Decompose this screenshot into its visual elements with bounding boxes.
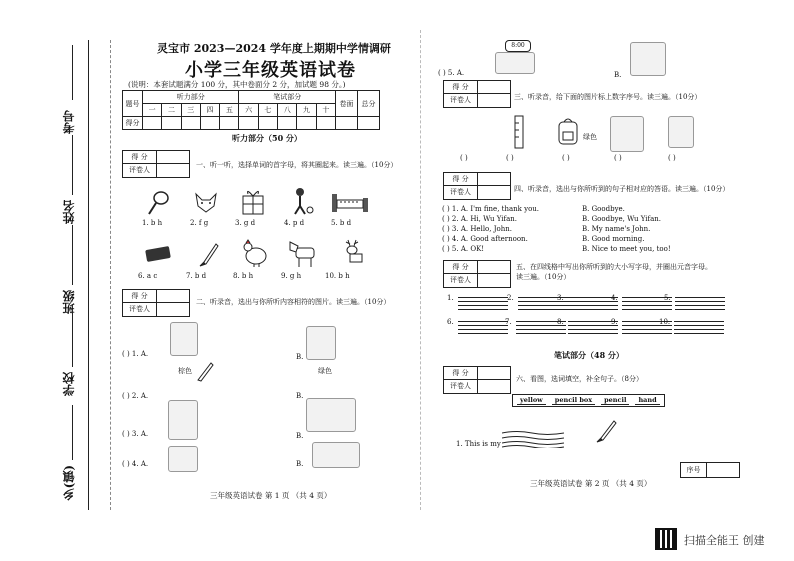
option-b: B. Good morning. [582, 235, 645, 243]
man-picture [668, 116, 694, 148]
option-b: B. Nice to meet you, too! [582, 245, 671, 253]
s1-opt-1[interactable] [142, 219, 162, 227]
option-a-label: 4. A. [131, 460, 149, 468]
seat-label: 序号 [681, 463, 707, 477]
grade-box-2 [122, 289, 190, 317]
s1-num: 4. [284, 219, 291, 227]
option-a-label: 1. A. [131, 350, 149, 358]
s4-row-4[interactable] [442, 235, 722, 243]
score-cell[interactable] [297, 117, 316, 130]
word-bank [512, 394, 665, 407]
s1-opt-2[interactable] [190, 219, 208, 227]
s1-opt-9[interactable] [281, 272, 301, 280]
class-label: 班级 [62, 290, 76, 314]
exam-title: 灵宝市 2023—2024 学年度上期期中学情调研 [157, 42, 391, 55]
four-line-3[interactable] [557, 294, 618, 310]
s2-row-4[interactable] [122, 460, 148, 468]
score-label: 得 分 [444, 81, 478, 93]
score-cell[interactable] [336, 117, 358, 130]
page2-footer: 三年级英语试卷 第 2 页 （共 4 页） [530, 479, 652, 488]
exam-number-field[interactable] [72, 45, 73, 100]
col-7: 七 [258, 104, 277, 117]
s1-opt-6[interactable] [138, 272, 157, 280]
s3-blank-5[interactable]: ( ) [668, 154, 676, 162]
s1-opts: g d [243, 219, 256, 227]
s6-answer-lines[interactable] [502, 430, 564, 452]
s1-opts: b d [339, 219, 352, 227]
s1-opt-8[interactable] [233, 272, 253, 280]
green-label: 绿色 [583, 133, 597, 141]
line-num: 1. [447, 294, 454, 302]
color-label-a: 棕色 [178, 367, 192, 375]
s4-row-5[interactable] [442, 245, 722, 253]
s1-opt-4[interactable] [284, 219, 304, 227]
option-a-label: 2. A. [131, 392, 149, 400]
s1-opt-3[interactable] [235, 219, 255, 227]
grade-box-5 [443, 260, 511, 288]
town-field[interactable] [72, 405, 73, 460]
grade-box-3 [443, 80, 511, 108]
s1-opts: a c [146, 272, 158, 280]
line-num: 9. [611, 318, 618, 326]
grade-box-4 [443, 172, 511, 200]
score-cell[interactable] [316, 117, 335, 130]
s4-row-1[interactable] [442, 205, 722, 213]
answer-paren[interactable]: ( ) [442, 245, 450, 253]
answer-paren[interactable]: ( ) [442, 215, 450, 223]
option-b-1: B. [296, 353, 304, 361]
binding-line [88, 40, 89, 510]
eraser-icon [144, 244, 174, 264]
score-cell[interactable] [181, 117, 200, 130]
gift-icon [240, 188, 266, 216]
grade-box-6 [443, 366, 511, 394]
answer-paren[interactable]: ( ) [442, 235, 450, 243]
col-10: 十 [316, 104, 335, 117]
pencil-icon [196, 240, 220, 268]
clock-time: 8:00 [511, 42, 525, 49]
section2-title: 二、听录音，选出与你所听内容相符的图片。读三遍。（10分） [196, 298, 391, 306]
neatness-header: 卷面 [336, 91, 358, 117]
col-8: 八 [278, 104, 297, 117]
school-field[interactable] [72, 312, 73, 367]
option-b-3: B. [296, 432, 304, 440]
line-num: 10. [659, 318, 671, 326]
score-table-header: 题号 [123, 91, 143, 117]
line-num: 4. [611, 294, 618, 302]
goat-icon [286, 238, 320, 268]
book-picture-b [312, 442, 360, 468]
kids-picture-a [168, 400, 198, 440]
exam-number-label: 考号 [62, 110, 76, 134]
score-cell[interactable] [278, 117, 297, 130]
cut-line [110, 40, 111, 510]
name-label: 姓名 [62, 200, 76, 224]
total-header: 总分 [358, 91, 380, 117]
listening-header: 听力部分（50 分） [232, 133, 302, 143]
word-pencil-box: pencil box [552, 396, 595, 405]
score-label: 得 分 [444, 173, 478, 185]
four-line-1[interactable] [447, 294, 508, 310]
q5-option-b: B. [614, 71, 622, 79]
s1-num: 5. [331, 219, 338, 227]
col-9: 九 [297, 104, 316, 117]
s1-num: 7. [186, 272, 193, 280]
col-6: 六 [239, 104, 258, 117]
col-2: 二 [162, 104, 181, 117]
line-num: 2. [507, 294, 514, 302]
col-1: 一 [143, 104, 162, 117]
option-a-label: 5. A. [447, 69, 465, 77]
racket-icon [146, 190, 172, 216]
grader-label: 评卷人 [123, 303, 157, 316]
color-label-b: 绿色 [318, 367, 332, 375]
s3-blank-1[interactable]: ( ) [460, 154, 468, 162]
option-a: 1. A. I'm fine, thank you. [451, 205, 540, 213]
option-a: 5. A. OK! [451, 245, 485, 253]
paper-title: 小学三年级英语试卷 [185, 60, 356, 81]
score-cell[interactable] [239, 117, 258, 130]
answer-paren[interactable]: ( ) [122, 392, 130, 400]
s3-blank-2[interactable]: ( ) [506, 154, 514, 162]
school-label: 学校 [62, 372, 76, 396]
option-a: 2. A. Hi, Wu Yifan. [451, 215, 518, 223]
s1-opt-10[interactable] [325, 272, 350, 280]
section4-title: 四、听录音，选出与你所听到的句子相对应的答语。读三遍。（10分） [514, 185, 730, 193]
score-cell[interactable] [358, 117, 380, 130]
option-b: B. My name's John. [582, 225, 651, 233]
s1-opts: f g [198, 219, 209, 227]
seat-number-box[interactable] [680, 462, 740, 478]
option-a: 3. A. Hello, John. [451, 225, 512, 233]
answer-paren[interactable]: ( ) [122, 430, 130, 438]
four-line-10[interactable] [659, 318, 724, 334]
word-pencil: pencil [601, 396, 629, 405]
grader-label: 评卷人 [444, 274, 478, 287]
name-field[interactable] [72, 135, 73, 195]
answer-paren[interactable]: ( ) [442, 205, 450, 213]
score-label: 得 分 [444, 261, 478, 273]
qr-code-icon [655, 528, 677, 550]
ruler-icon [512, 115, 526, 149]
option-a: 4. A. Good afternoon. [451, 235, 528, 243]
crayon-icon [195, 360, 215, 382]
line-num: 3. [557, 294, 564, 302]
s1-opts: p d [292, 219, 305, 227]
s2-row-3[interactable] [122, 430, 148, 438]
s1-opt-5[interactable] [331, 219, 351, 227]
s1-opts: g h [289, 272, 302, 280]
section3-title: 三、听录音，给下面的图片标上数字序号。读三遍。（10分） [514, 93, 702, 101]
s1-opts: b h [241, 272, 254, 280]
score-label: 得 分 [123, 151, 157, 163]
pencil-icon [594, 418, 618, 444]
s3-blank-3[interactable]: ( ) [562, 154, 570, 162]
option-b: B. Goodbye. [582, 205, 625, 213]
score-cell[interactable] [200, 117, 219, 130]
section5-title: 五、在四线格中写出你所听到的大小写字母，并圈出元音字母。读三遍。（10分） [516, 263, 712, 281]
written-part-header: 笔试部分 [239, 91, 336, 104]
s1-opts: b h [338, 272, 350, 280]
kids-picture-b [306, 398, 356, 432]
scanner-brand: 扫描全能王 创建 [684, 534, 765, 547]
s1-opt-7[interactable] [186, 272, 206, 280]
hen-icon [240, 238, 270, 268]
option-b: B. Goodbye, Wu Yifan. [582, 215, 662, 223]
s1-num: 1. [142, 219, 149, 227]
s3-blank-4[interactable]: ( ) [614, 154, 622, 162]
s1-num: 2. [190, 219, 197, 227]
word-hand: hand [635, 396, 659, 405]
score-label: 得 分 [444, 367, 478, 379]
s2-row-1[interactable] [122, 350, 148, 358]
line-num: 6. [447, 318, 454, 326]
schoolbag-icon [556, 116, 580, 146]
grader-label: 评卷人 [123, 164, 157, 177]
word-yellow: yellow [517, 396, 546, 405]
option-b-4: B. [296, 460, 304, 468]
s1-num: 3. [235, 219, 242, 227]
s1-opts: b d [194, 272, 207, 280]
four-line-5[interactable] [664, 294, 725, 310]
score-row-label: 得分 [123, 117, 143, 130]
page1-footer: 三年级英语试卷 第 1 页 （共 4 页） [210, 491, 332, 500]
boy-picture-a [170, 322, 198, 356]
s4-row-2[interactable] [442, 215, 722, 223]
girl-picture [610, 116, 644, 152]
s1-num: 9. [281, 272, 288, 280]
s1-num: 6. [138, 272, 145, 280]
parent-child-picture-b [630, 42, 666, 76]
grader-label: 评卷人 [444, 380, 478, 393]
listening-part-header: 听力部分 [143, 91, 239, 104]
option-a-label: 3. A. [131, 430, 149, 438]
answer-paren[interactable]: ( ) [122, 350, 130, 358]
boy-picture-b [306, 326, 336, 360]
section1-title: 一、听一听，选择单词的首字母，将其圈起来。读三遍。（10分） [196, 161, 398, 169]
written-header: 笔试部分（48 分） [554, 350, 624, 360]
boy-icon [290, 186, 314, 216]
s6-q1: 1. This is my [456, 440, 501, 448]
line-num: 8. [557, 318, 564, 326]
option-b-2: B. [296, 392, 304, 400]
score-table [122, 90, 380, 130]
deer-icon [340, 238, 368, 268]
section6-title: 六、看图，选词填空，补全句子。（8分） [516, 375, 643, 383]
score-cell[interactable] [143, 117, 162, 130]
score-cell[interactable] [220, 117, 239, 130]
answer-paren[interactable]: ( ) [122, 460, 130, 468]
s1-num: 10. [325, 272, 337, 280]
grade-box-1 [122, 150, 190, 178]
class-field[interactable] [72, 225, 73, 285]
s4-row-3[interactable] [442, 225, 722, 233]
answer-paren[interactable]: ( ) [438, 69, 446, 77]
page-divider [420, 30, 421, 510]
s2-row-2[interactable] [122, 392, 148, 400]
s1-num: 8. [233, 272, 240, 280]
four-line-4[interactable] [611, 294, 672, 310]
score-cell[interactable] [162, 117, 181, 130]
four-line-8[interactable] [557, 318, 618, 334]
family-picture-a [495, 52, 535, 74]
town-label: 乡(镇) [62, 465, 76, 501]
clock-icon [505, 40, 531, 52]
grader-label: 评卷人 [444, 94, 478, 107]
col-4: 四 [200, 104, 219, 117]
score-label: 得 分 [123, 290, 157, 302]
line-num: 5. [664, 294, 671, 302]
q5-row[interactable] [438, 69, 464, 77]
grader-label: 评卷人 [444, 186, 478, 199]
col-3: 三 [181, 104, 200, 117]
instructions: (说明：本套试题满分 100 分，其中卷面分 2 分，加试题 98 分。) [128, 80, 346, 89]
col-5: 五 [220, 104, 239, 117]
answer-paren[interactable]: ( ) [442, 225, 450, 233]
fox-icon [192, 190, 222, 216]
s1-opts: b h [150, 219, 163, 227]
four-line-6[interactable] [447, 318, 508, 334]
line-num: 7. [505, 318, 512, 326]
cake-picture-a [168, 446, 198, 472]
bed-icon [330, 188, 370, 214]
score-cell[interactable] [258, 117, 277, 130]
